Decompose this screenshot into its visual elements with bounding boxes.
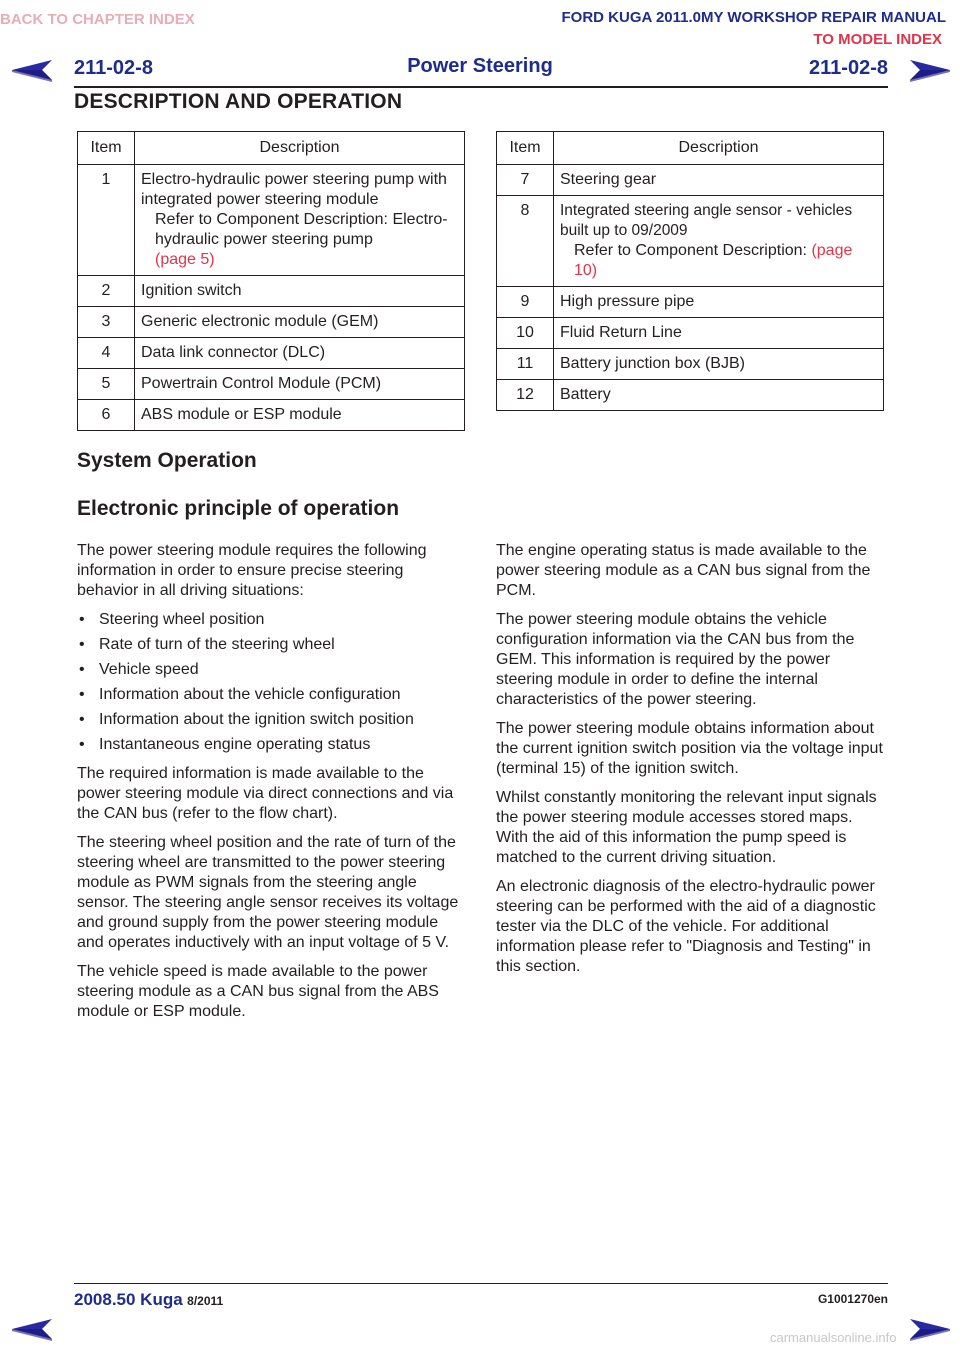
table-header-row <box>78 132 465 165</box>
table-row <box>78 165 465 276</box>
item-description: High pressure pipe <box>554 287 884 318</box>
footer-model: 2008.50 Kuga <box>74 1290 183 1309</box>
right-arrow-icon[interactable] <box>910 58 950 82</box>
right-text-column <box>496 541 886 986</box>
table-row <box>497 165 884 196</box>
column-header-description: Description <box>135 132 465 165</box>
back-to-chapter-index-link[interactable]: BACK TO CHAPTER INDEX <box>0 11 195 28</box>
column-header-item: Item <box>78 132 135 165</box>
page-number-left: 211-02-8 <box>74 57 153 79</box>
item-description: Fluid Return Line <box>554 318 884 349</box>
table-header-row <box>497 132 884 165</box>
description-text: Electro-hydraulic power steering pump with integrated power steering module <box>141 171 447 208</box>
item-number: 5 <box>78 369 135 400</box>
body-paragraph: The vehicle speed is made available to the power steering module as a CAN bus signal from the ABS module or ESP module. <box>77 963 439 1020</box>
reference-text: Refer to Component Description: Electro-hydraulic power steering pump <box>155 211 448 248</box>
page-reference-link[interactable]: (page 10) <box>574 242 853 279</box>
body-paragraph: The engine operating status is made available to the power steering module as a CAN bus signal from the PCM. <box>496 542 871 599</box>
list-item: • Rate of turn of the steering wheel <box>79 636 335 653</box>
section-title: DESCRIPTION AND OPERATION <box>74 90 403 113</box>
required-information-list <box>77 610 467 755</box>
to-model-index-link[interactable]: TO MODEL INDEX <box>813 31 942 48</box>
body-paragraph: The power steering module obtains information about the current ignition switch position via the voltage input (terminal 15) of the ignition switch. <box>496 720 883 777</box>
column-header-item: Item <box>497 132 554 165</box>
item-description: Steering gear <box>554 165 884 196</box>
reference-text: Refer to Component Description: <box>574 242 807 259</box>
table-row <box>497 349 884 380</box>
item-description: Generic electronic module (GEM) <box>135 307 465 338</box>
list-item: • Steering wheel position <box>79 611 265 628</box>
intro-paragraph: The power steering module requires the following information in order to ensure precise steering behavior in all driving situations: <box>77 542 427 599</box>
items-table-left <box>77 131 465 431</box>
table-row <box>78 276 465 307</box>
column-header-description: Description <box>554 132 884 165</box>
body-paragraph: Whilst constantly monitoring the relevant input signals the power steering module accesses stored maps. With the aid of this information the pump speed is matched to the current driving situation. <box>496 789 877 866</box>
list-item: • Instantaneous engine operating status <box>79 736 371 753</box>
footer-model-info <box>74 1290 223 1310</box>
item-number: 8 <box>497 196 554 287</box>
table-row <box>78 338 465 369</box>
left-text-column <box>77 541 467 1031</box>
list-item: • Information about the vehicle configuration <box>79 686 401 703</box>
item-number: 11 <box>497 349 554 380</box>
electronic-principle-heading: Electronic principle of operation <box>77 497 400 520</box>
item-description: Powertrain Control Module (PCM) <box>135 369 465 400</box>
item-number: 4 <box>78 338 135 369</box>
manual-title: FORD KUGA 2011.0MY WORKSHOP REPAIR MANUAL <box>561 9 946 26</box>
item-description: Data link connector (DLC) <box>135 338 465 369</box>
left-arrow-icon[interactable] <box>12 58 52 82</box>
table-row <box>497 380 884 411</box>
right-arrow-icon[interactable] <box>910 1317 950 1341</box>
item-number: 1 <box>78 165 135 276</box>
description-text: Integrated steering angle sensor - vehicles built up to 09/2009 <box>560 202 853 239</box>
footer-rule <box>74 1283 888 1284</box>
item-number: 6 <box>78 400 135 431</box>
table-row <box>78 400 465 431</box>
item-number: 12 <box>497 380 554 411</box>
item-description: Ignition switch <box>135 276 465 307</box>
system-operation-heading: System Operation <box>77 449 257 472</box>
document-code: G1001270en <box>817 1292 888 1306</box>
table-row <box>497 196 884 287</box>
item-number: 3 <box>78 307 135 338</box>
body-paragraph: The steering wheel position and the rate of turn of the steering wheel are transmitted to the power steering module as PWM signals from the steering angle sensor. The steering angle sensor receives its voltage and ground supply from the power steering module and operates inductively with an input voltage of 5 V. <box>77 834 459 951</box>
list-item: • Vehicle speed <box>79 661 199 678</box>
items-table-right <box>496 131 884 411</box>
body-paragraph: The required information is made available to the power steering module via direct connections and via the CAN bus (refer to the flow chart). <box>77 765 454 822</box>
component-reference <box>560 241 878 281</box>
body-paragraph: An electronic diagnosis of the electro-hydraulic power steering can be performed with the aid of a diagnostic tester via the DLC of the vehicle. For additional information please refer to "Diagnosis and Testing" in this section. <box>496 878 876 975</box>
list-item: • Information about the ignition switch position <box>79 711 414 728</box>
table-row <box>78 307 465 338</box>
item-description: Battery junction box (BJB) <box>554 349 884 380</box>
body-paragraph: The power steering module obtains the vehicle configuration information via the CAN bus from the GEM. This information is required by the power steering module in order to define the internal characteristics of the power steering. <box>496 611 855 708</box>
page-title: Power Steering <box>407 55 553 77</box>
left-arrow-icon[interactable] <box>12 1317 52 1341</box>
table-row <box>497 287 884 318</box>
footer-date: 8/2011 <box>187 1294 224 1308</box>
item-number: 10 <box>497 318 554 349</box>
page-reference-link[interactable]: (page 5) <box>155 251 215 268</box>
item-description: ABS module or ESP module <box>135 400 465 431</box>
item-description <box>554 196 884 287</box>
page-number-right: 211-02-8 <box>809 57 888 79</box>
item-description: Battery <box>554 380 884 411</box>
header-rule <box>74 86 888 88</box>
item-description <box>135 165 465 276</box>
item-number: 9 <box>497 287 554 318</box>
table-row <box>497 318 884 349</box>
item-number: 7 <box>497 165 554 196</box>
watermark-text: carmanualsonline.info <box>770 1330 897 1345</box>
component-reference <box>141 210 459 270</box>
item-number: 2 <box>78 276 135 307</box>
table-row <box>78 369 465 400</box>
